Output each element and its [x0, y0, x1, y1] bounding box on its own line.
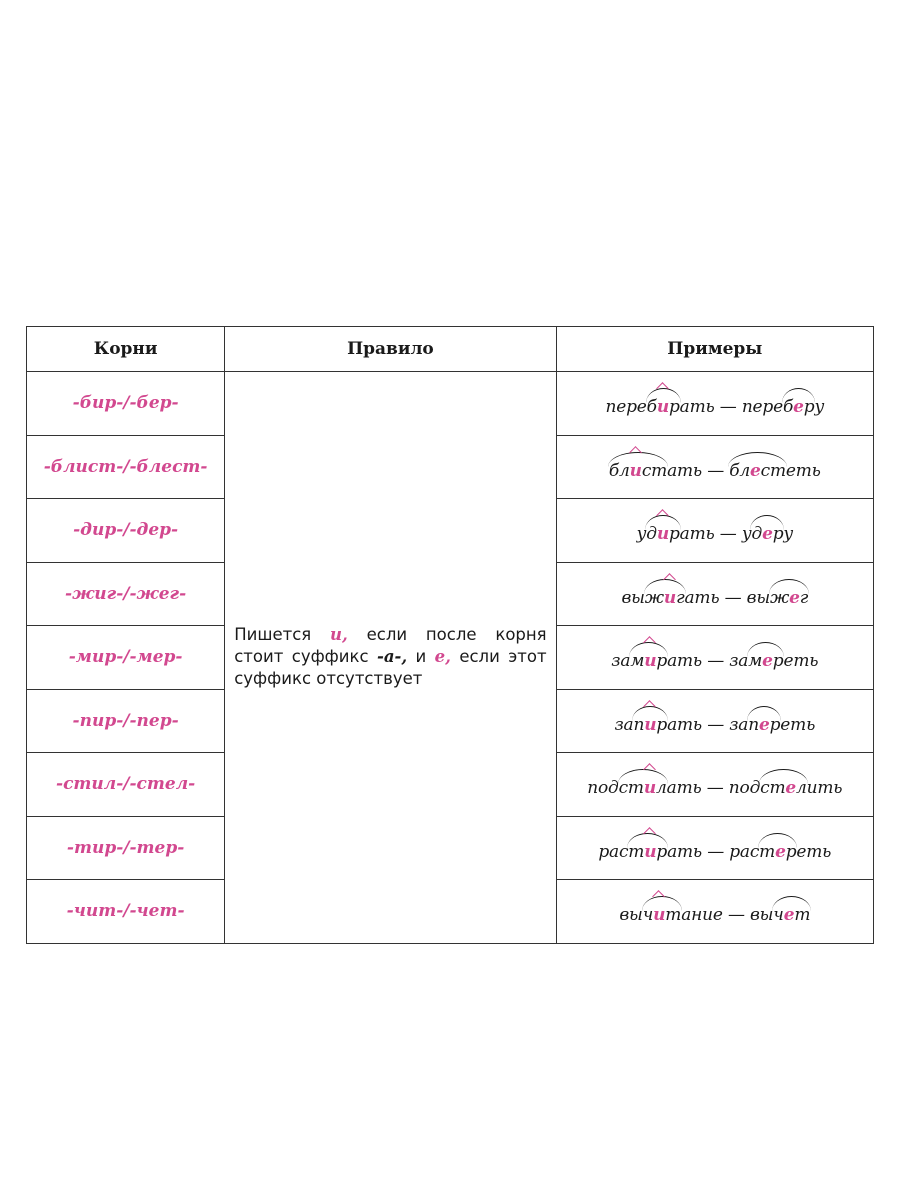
alternating-vowel: и — [656, 397, 669, 418]
root-part: п — [633, 714, 645, 735]
root-arc — [751, 524, 783, 544]
suffix-mark — [644, 651, 656, 671]
example-word-2 — [747, 588, 809, 608]
alternating-vowel: и — [644, 714, 657, 735]
root-part: р — [668, 397, 680, 418]
root-part: ст — [618, 778, 644, 799]
alternating-vowel: е — [789, 587, 800, 608]
example-word-1 — [614, 715, 702, 735]
root-arc — [619, 778, 667, 798]
root-part: б — [782, 397, 794, 418]
word-prefix: рас — [729, 841, 760, 862]
root-arc — [628, 842, 667, 862]
word-ending: еть — [785, 460, 821, 481]
example-word-1 — [611, 651, 702, 671]
rule-letter-i: и, — [330, 625, 348, 645]
alternating-vowel: и — [663, 587, 677, 608]
example-word-2 — [729, 715, 815, 735]
example-cell — [556, 499, 873, 563]
word-prefix: вы — [619, 905, 643, 926]
word-ending: ить — [806, 778, 843, 799]
word-ending: у — [814, 397, 825, 418]
example-cell — [556, 372, 873, 436]
root-arc — [773, 905, 810, 925]
word-ending: ать — [684, 587, 720, 608]
suffix-mark — [644, 842, 656, 862]
example-word-2 — [729, 651, 818, 671]
root-arc — [645, 588, 685, 608]
rule-cell — [225, 372, 556, 944]
word-prefix: пере — [605, 397, 647, 418]
root-part: бл — [608, 460, 630, 481]
alternating-vowel: и — [644, 841, 657, 862]
root-part: р — [656, 714, 668, 735]
alternating-vowel: е — [785, 778, 797, 799]
root-part: м — [630, 651, 645, 672]
root-arc — [748, 651, 783, 671]
root-arc — [760, 778, 807, 798]
suffix-mark — [664, 588, 676, 608]
word-ending: ать — [667, 651, 702, 672]
root-cell: -бир-/-бер- — [27, 372, 225, 436]
root-part: г — [799, 587, 809, 608]
table-body — [27, 372, 874, 944]
root-arc — [759, 842, 796, 862]
word-ending: у — [783, 524, 794, 545]
dash: — — [714, 397, 742, 418]
example-word-2 — [742, 397, 824, 417]
root-part: г — [676, 587, 685, 608]
example-word-1 — [605, 397, 714, 417]
example-word-1 — [621, 588, 719, 608]
root-part: т — [759, 841, 776, 862]
root-arc — [783, 397, 815, 417]
dash: — — [702, 841, 730, 862]
root-arc — [609, 461, 667, 481]
root-cell: -жиг-/-жег- — [27, 562, 225, 626]
root-part: т — [665, 905, 682, 926]
suffix-mark — [644, 715, 656, 735]
root-part: ч — [642, 905, 654, 926]
word-ending: ать — [666, 778, 702, 799]
word-prefix: вы — [749, 905, 774, 926]
word-prefix: у — [741, 524, 752, 545]
alternating-vowel: е — [758, 714, 770, 735]
example-word-2 — [729, 778, 843, 798]
root-cell: -блист-/-блест- — [27, 435, 225, 499]
root-arc — [633, 715, 667, 735]
example-word-2 — [750, 905, 810, 925]
alternating-vowel: и — [656, 524, 669, 545]
root-part: р — [772, 651, 784, 672]
root-part: л — [656, 778, 667, 799]
root-arc — [646, 524, 679, 544]
example-cell — [556, 562, 873, 626]
word-prefix: у — [636, 524, 647, 545]
example-word-1 — [598, 842, 702, 862]
word-prefix: за — [729, 714, 749, 735]
root-part: м — [748, 651, 763, 672]
rule-text-3: и — [407, 647, 435, 667]
root-arc — [729, 461, 786, 481]
example-word-1 — [587, 778, 701, 798]
example-cell — [556, 880, 873, 944]
root-part: р — [769, 714, 781, 735]
example-cell — [556, 816, 873, 880]
root-cell: -дир-/-дер- — [27, 499, 225, 563]
root-arc — [647, 397, 680, 417]
word-ending: еть — [796, 841, 832, 862]
alternating-vowel: е — [762, 524, 773, 545]
dash: — — [714, 524, 742, 545]
word-prefix: пере — [741, 397, 783, 418]
root-part: ч — [773, 905, 784, 926]
rule-suffix: -а-, — [376, 647, 408, 667]
root-arc — [643, 905, 681, 925]
suffix-mark — [657, 524, 669, 544]
example-cell — [556, 435, 873, 499]
alternating-vowel: е — [775, 841, 786, 862]
word-prefix: вы — [746, 587, 770, 608]
header-row — [27, 327, 874, 372]
alternating-vowel: и — [629, 460, 642, 481]
word-prefix: за — [729, 651, 749, 672]
root-part: р — [656, 841, 668, 862]
suffix-mark — [630, 461, 642, 481]
example-word-1 — [637, 524, 715, 544]
root-part: р — [668, 524, 680, 545]
example-word-2 — [729, 842, 831, 862]
example-word-2 — [729, 461, 821, 481]
word-ending: ание — [681, 905, 723, 926]
word-ending: ать — [679, 524, 715, 545]
rule-text-1: Пишется — [234, 625, 331, 645]
root-part: т — [794, 905, 811, 926]
word-prefix: вы — [621, 587, 645, 608]
root-part: р — [785, 841, 797, 862]
header-rule: Правило — [225, 327, 556, 372]
alternating-vowel: и — [643, 778, 657, 799]
root-part: л — [796, 778, 807, 799]
root-part: д — [751, 524, 763, 545]
root-part: ст — [641, 460, 668, 481]
word-ending: ать — [679, 397, 715, 418]
root-part: п — [748, 714, 759, 735]
dash: — — [702, 714, 730, 735]
rule-text-4: если этот суффикс отсутствует — [234, 647, 547, 689]
root-part: р — [803, 397, 815, 418]
rule-letter-e: е, — [434, 647, 451, 667]
word-ending: еть — [783, 651, 819, 672]
header-roots: Корни — [27, 327, 225, 372]
root-part: ст — [760, 778, 786, 799]
root-cell: -стил-/-стел- — [27, 753, 225, 817]
dash: — — [719, 587, 747, 608]
root-part: р — [772, 524, 784, 545]
root-part: т — [628, 841, 645, 862]
rule-text-2: если после корня стоит суффикс — [234, 625, 547, 667]
example-cell — [556, 753, 873, 817]
alternating-vowel: е — [750, 460, 761, 481]
root-arc — [630, 651, 667, 671]
suffix-mark — [657, 397, 669, 417]
alternating-vowel: и — [653, 905, 666, 926]
root-cell: -пир-/-пер- — [27, 689, 225, 753]
dash: — — [702, 460, 730, 481]
example-word-2 — [742, 524, 793, 544]
root-part: бл — [729, 460, 751, 481]
alternating-vowel: и — [644, 651, 657, 672]
example-word-1 — [619, 905, 722, 925]
suffix-mark — [653, 905, 665, 925]
root-cell: -тир-/-тер- — [27, 816, 225, 880]
dash: — — [701, 778, 729, 799]
alternating-vowel: е — [783, 905, 795, 926]
word-prefix: под — [587, 778, 619, 799]
roots-rule-table — [26, 326, 874, 944]
root-part: б — [646, 397, 657, 418]
example-cell — [556, 689, 873, 753]
word-ending: ать — [667, 841, 702, 862]
word-prefix: за — [614, 714, 634, 735]
word-prefix: за — [611, 651, 631, 672]
root-part: д — [646, 524, 657, 545]
example-cell — [556, 626, 873, 690]
dash: — — [722, 905, 750, 926]
root-part: ж — [769, 587, 790, 608]
root-cell: -мир-/-мер- — [27, 626, 225, 690]
root-part: р — [656, 651, 668, 672]
root-cell: -чит-/-чет- — [27, 880, 225, 944]
word-ending: еть — [780, 714, 816, 735]
root-part: ст — [760, 460, 786, 481]
header-examples: Примеры — [556, 327, 873, 372]
alternating-vowel: е — [762, 651, 773, 672]
alternating-vowel: е — [793, 397, 804, 418]
word-ending: ать — [667, 460, 702, 481]
word-prefix: под — [728, 778, 761, 799]
word-prefix: рас — [598, 841, 629, 862]
suffix-mark — [644, 778, 656, 798]
word-ending: ать — [667, 714, 702, 735]
root-arc — [770, 588, 808, 608]
table-row — [27, 372, 874, 436]
root-arc — [748, 715, 780, 735]
dash: — — [702, 651, 730, 672]
example-word-1 — [609, 461, 702, 481]
root-part: ж — [644, 587, 664, 608]
